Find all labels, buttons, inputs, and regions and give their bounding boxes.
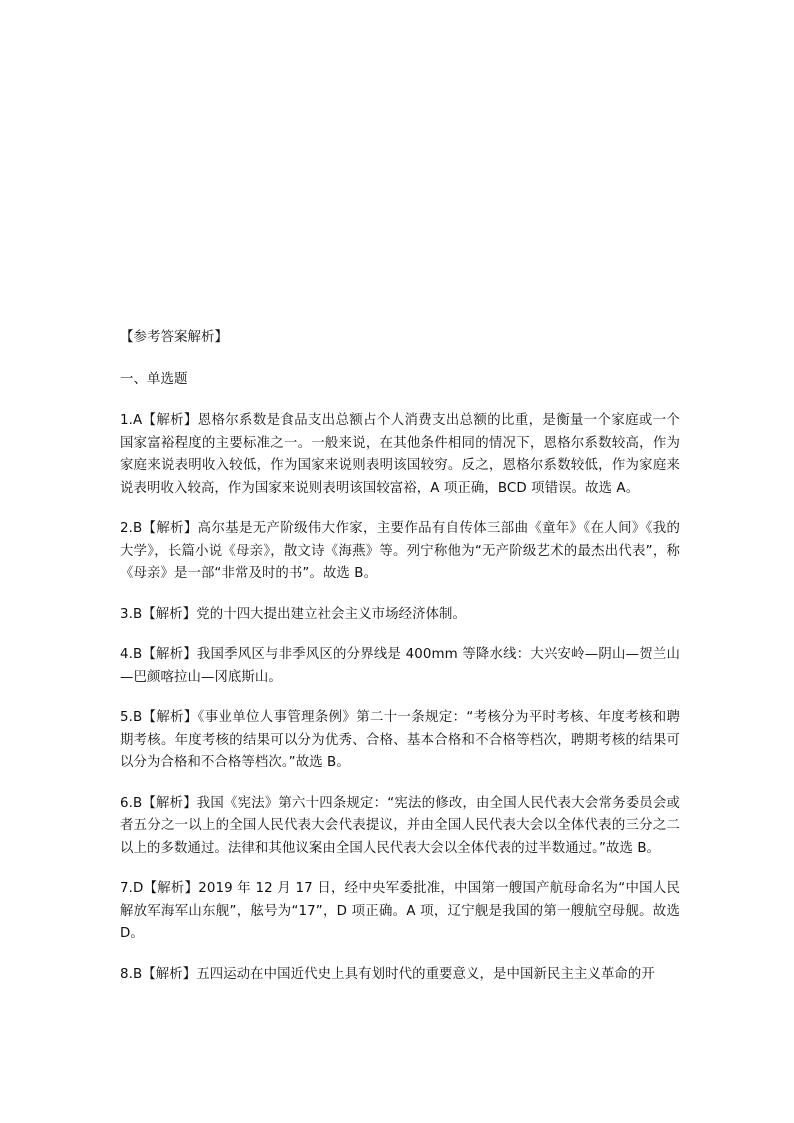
answer-item-5: 5.B【解析】《事业单位人事管理条例》第二十一条规定：“考核分为平时考核、年度考核和聘期考核。年度考核的结果可以分为优秀、合格、基本合格和不合格等档次，聘期考核的结果可以分为合格和不合格等档次。”故选 B。 [120, 710, 680, 770]
answer-list [120, 410, 680, 986]
answer-item-6: 6.B【解析】我国《宪法》第六十四条规定：“宪法的修改，由全国人民代表大会常务委员会或者五分之一以上的全国人民代表大会代表提议，并由全国人民代表大会以全体代表的三分之二以上的多数通过。法律和其他议案由全国人民代表大会以全体代表的过半数通过。”故选 B。 [120, 795, 680, 856]
answer-item-4: 4.B【解析】我国季风区与非季风区的分界线是 400mm 等降水线：大兴安岭—阴山—贺兰山—巴颜喀拉山—冈底斯山。 [120, 647, 680, 685]
document-content [120, 326, 680, 1004]
section-title-single-choice: 一、单选题 [120, 371, 188, 387]
answer-item-2: 2.B【解析】高尔基是无产阶级伟大作家，主要作品有自传体三部曲《童年》《在人间》《我的大学》，长篇小说《母亲》，散文诗《海燕》等。列宁称他为“无产阶级艺术的最杰出代表”，称《母亲》是一部“非常及时的书”。故选 B。 [120, 521, 680, 581]
answer-item-1: 1.A【解析】恩格尔系数是食品支出总额占个人消费支出总额的比重，是衡量一个家庭或一个国家富裕程度的主要标准之一。一般来说，在其他条件相同的情况下，恩格尔系数较高，作为家庭来说表明收入较低，作为国家来说则表明该国较穷。反之，恩格尔系数较低，作为家庭来说表明收入较高，作为国家来说则表明该国较富裕，A 项正确，BCD 项错误。故选 A。 [120, 413, 680, 496]
answer-item-3: 3.B【解析】党的十四大提出建立社会主义市场经济体制。 [120, 606, 467, 622]
answer-item-7: 7.D【解析】2019 年 12 月 17 日，经中央军委批准，中国第一艘国产航母命名为“中国人民解放军海军山东舰”，舷号为“17”，D 项正确。A 项，辽宁舰是我国的第一艘航空母舰。故选 D。 [120, 881, 680, 941]
answer-item-8: 8.B【解析】五四运动在中国近代史上具有划时代的重要意义，是中国新民主主义革命的开 [120, 966, 655, 982]
answer-key-heading: 【参考答案解析】 [120, 329, 228, 345]
